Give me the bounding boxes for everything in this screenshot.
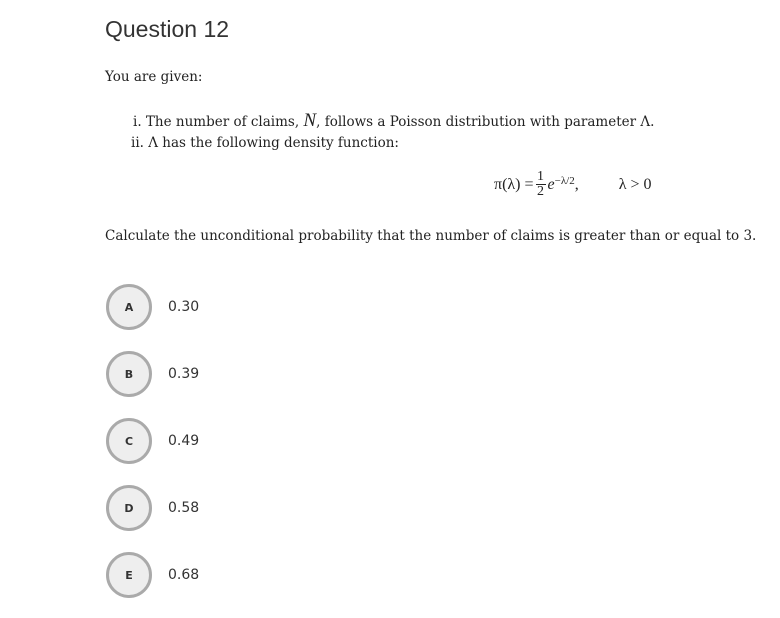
answer-option-a[interactable]: [106, 284, 199, 330]
option-value: 0.49: [168, 433, 200, 449]
formula-fraction: [536, 170, 546, 199]
option-letter-button[interactable]: B: [106, 351, 152, 397]
formula-exponent: −λ/2: [554, 174, 575, 187]
intro-text: You are given:: [105, 69, 203, 85]
fraction-denominator: 2: [537, 184, 545, 199]
option-letter-button[interactable]: A: [106, 284, 152, 330]
density-formula: [494, 170, 652, 199]
answer-option-d[interactable]: [106, 485, 199, 531]
question-prompt: Calculate the unconditional probability that the number of claims is greater than or equal to 3.: [105, 228, 757, 244]
item1-suffix: , follows a Poisson distribution with parameter Λ.: [316, 114, 655, 130]
option-letter-button[interactable]: C: [106, 418, 152, 464]
question-title: Question 12: [105, 16, 230, 42]
option-value: 0.39: [168, 366, 200, 382]
option-letter-button[interactable]: E: [106, 552, 152, 598]
formula-condition: λ > 0: [618, 175, 652, 193]
option-value: 0.68: [168, 567, 200, 583]
formula-lhs: π(λ) =: [494, 175, 534, 193]
answer-option-b[interactable]: [106, 351, 199, 397]
formula-comma: ,: [574, 175, 579, 193]
answer-option-c[interactable]: [106, 418, 199, 464]
item1-prefix: i. The number of claims,: [133, 114, 304, 130]
option-letter-button[interactable]: D: [106, 485, 152, 531]
fraction-numerator: 1: [537, 169, 545, 184]
given-item-2: ii. Λ has the following density function:: [131, 135, 399, 151]
option-value: 0.30: [168, 299, 200, 315]
formula-base: e: [547, 175, 555, 193]
option-value: 0.58: [168, 500, 200, 516]
given-item-1: [133, 110, 654, 132]
answer-option-e[interactable]: [106, 552, 199, 598]
item1-var: N: [303, 110, 317, 131]
